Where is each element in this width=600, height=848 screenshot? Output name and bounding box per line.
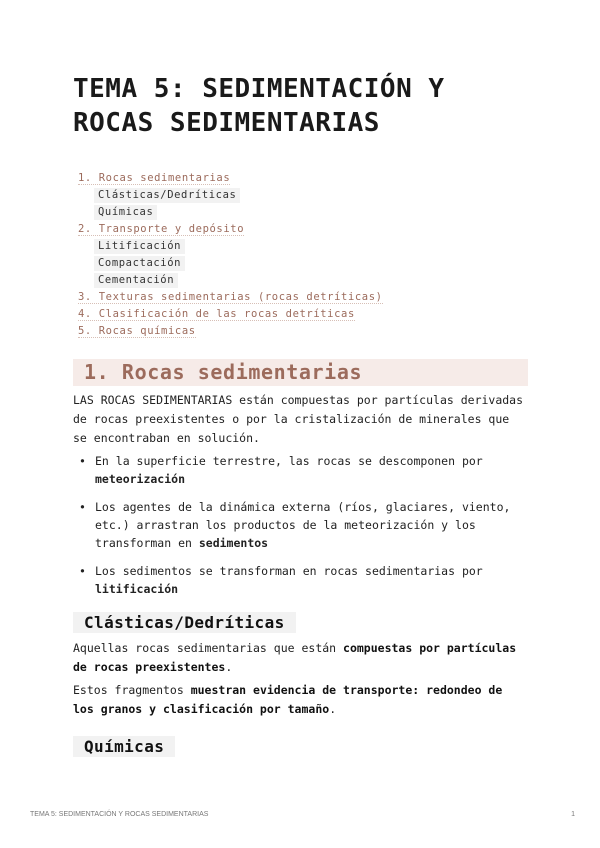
toc-subitem-clasticas[interactable]: Clásticas/Dedríticas	[94, 188, 240, 203]
section-intro-paragraph: LAS ROCAS SEDIMENTARIAS están compuestas por partículas derivadas de rocas preexistentes o por la cristalización de minerales que se encontraban en solución.	[73, 393, 524, 445]
clasticas-paragraph-2: Estos fragmentos muestran evidencia de transporte: redondeo de los granos y clasificación por tamaño.	[73, 683, 503, 716]
subheading-quimicas: Químicas	[73, 736, 175, 757]
list-item: • Los agentes de la dinámica externa (ríos, glaciares, viento, etc.) arrastran los productos de la meteorización y los transforman en sedimentos	[73, 498, 528, 552]
table-of-contents	[78, 170, 528, 340]
clasticas-paragraph-1: Aquellas rocas sedimentarias que están compuestas por partículas de rocas preexistentes.	[73, 641, 517, 674]
toc-subitem-compactacion[interactable]: Compactación	[94, 256, 185, 271]
page-footer	[30, 811, 575, 818]
toc-subitem-cementacion[interactable]: Cementación	[94, 273, 178, 288]
bullet-list	[73, 452, 528, 608]
toc-item-clasificacion[interactable]: 4. Clasificación de las rocas detríticas	[78, 308, 355, 320]
footer-title: TEMA 5: SEDIMENTACIÓN Y ROCAS SEDIMENTARIAS	[30, 811, 209, 818]
page-number: 1	[571, 811, 575, 818]
title-line-1: TEMA 5: SEDIMENTACIÓN Y	[73, 74, 445, 104]
document-title	[73, 72, 528, 140]
subheading-clasticas: Clásticas/Dedríticas	[73, 612, 296, 633]
toc-item-rocas-quimicas[interactable]: 5. Rocas químicas	[78, 325, 196, 337]
toc-subitem-litificacion[interactable]: Litificación	[94, 239, 185, 254]
title-line-2: ROCAS SEDIMENTARIAS	[73, 108, 380, 138]
list-item: • Los sedimentos se transforman en rocas sedimentarias por litificación	[73, 562, 528, 598]
toc-item-rocas-sedimentarias[interactable]: 1. Rocas sedimentarias	[78, 172, 231, 184]
toc-item-texturas[interactable]: 3. Texturas sedimentarias (rocas detríticas)	[78, 291, 383, 303]
toc-subitem-quimicas[interactable]: Químicas	[94, 205, 157, 220]
section-heading-rocas-sedimentarias: 1. Rocas sedimentarias	[73, 359, 528, 386]
toc-item-transporte[interactable]: 2. Transporte y depósito	[78, 223, 245, 235]
list-item: • En la superficie terrestre, las rocas se descomponen por meteorización	[73, 452, 528, 488]
